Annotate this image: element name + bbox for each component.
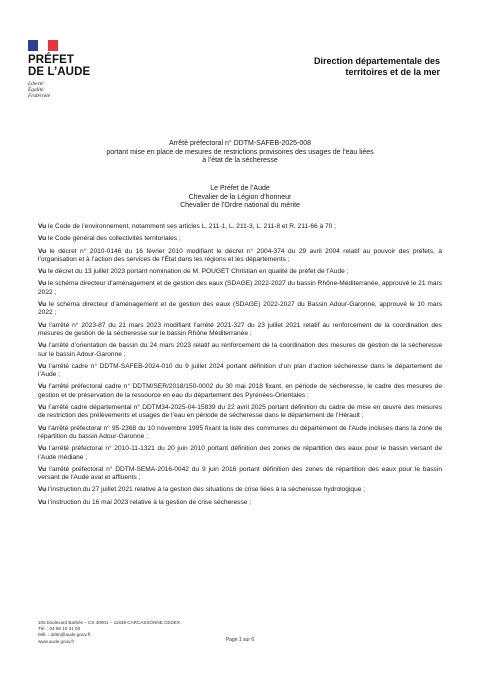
visa-item xyxy=(38,363,442,380)
visa-item xyxy=(38,486,442,494)
motto-line: Fraternité xyxy=(28,93,51,100)
page-number: Page 1 sur 6 xyxy=(225,637,255,643)
authority-line: Chevalier de l’Ordre national du mérite xyxy=(180,202,300,209)
vu-label: Vu xyxy=(38,383,47,391)
vu-label: Vu xyxy=(38,342,47,350)
visa-item xyxy=(38,301,442,318)
visa-item xyxy=(38,268,442,276)
visa-text: le Code de l’environnement, notamment ses articles L. 211-1, L. 211-3, L. 211-8 et R. 211-66 à 70 ; xyxy=(48,223,337,230)
vu-label: Vu xyxy=(38,498,47,506)
motto-line: Liberté xyxy=(28,81,44,87)
visa-text: le schéma directeur d’aménagement et de gestion des eaux (SDAGE) 2022-2027 du Bassin Adour-Garonne, approuvé le 10 mars 2022 ; xyxy=(38,301,442,317)
visa-item xyxy=(38,248,442,265)
vu-label: Vu xyxy=(38,223,47,230)
issuing-direction xyxy=(314,56,440,78)
vu-label: Vu xyxy=(38,235,47,243)
visa-text: le décret n° 2010-0146 du 16 février 2010 modifiant le décret n° 2004-374 du 29 avril 2004 relatif au pouvoir des préfets, à l’organisation et à l’action des services de l’État dans les régions et les départements ; xyxy=(38,247,442,263)
visa-item xyxy=(38,425,442,442)
vu-label: Vu xyxy=(38,424,47,432)
visa-text: l’arrêté préfectoral n° 95-2368 du 10 novembre 1995 fixant la liste des communes du département de l’Aude incluses dans la zone de répartition du bassin Adour-Garonne ; xyxy=(38,424,442,440)
motto xyxy=(28,81,108,100)
vu-label: Vu xyxy=(38,280,47,288)
authority-block xyxy=(40,185,440,211)
arrete-line: portant mise en place de mesures de restrictions provisoires des usages de l’eau liées xyxy=(106,148,374,156)
visa-item xyxy=(38,342,442,359)
vu-label: Vu xyxy=(38,445,47,453)
arrete-title xyxy=(40,140,440,166)
visa-text: l’arrêté préfectoral n° DDTM-SEMA-2016-0042 du 9 juin 2016 portant définition des zones de répartition des eaux pour le bassin versant de l’Aude aval et affluents ; xyxy=(38,465,442,482)
visa-item xyxy=(38,223,442,231)
vu-label: Vu xyxy=(38,268,47,276)
visa-item xyxy=(38,322,442,339)
visa-item xyxy=(38,383,442,400)
phone-line: Tél. : 04 68 10 31 00 xyxy=(38,626,81,632)
logo-line: PRÉFET xyxy=(28,54,74,66)
vu-label: Vu xyxy=(38,404,47,412)
visa-text: l’arrêté préfectoral n° 2010-11-1321 du 20 juin 2010 portant définition des zones de répartition des eaux pour le bassin versant de l’Aude médiane ; xyxy=(38,445,442,461)
vu-label: Vu xyxy=(38,465,47,473)
vu-label: Vu xyxy=(38,301,47,309)
visa-item xyxy=(38,499,442,507)
vu-label: Vu xyxy=(38,362,47,370)
visa-item xyxy=(38,466,442,483)
marianne-flag-icon xyxy=(28,40,58,51)
visas-list xyxy=(38,223,442,511)
visa-item xyxy=(38,280,442,297)
email-line: Mél. : ddtm@aude.gouv.fr xyxy=(38,632,91,638)
visa-item xyxy=(38,445,442,462)
visa-text: le Code général des collectivités territoriales ; xyxy=(48,235,181,243)
direction-line: territoires et de la mer xyxy=(345,67,440,77)
authority-line: Le Préfet de l’Aude xyxy=(210,185,270,192)
visa-text: le décret du 13 juillet 2023 portant nomination de M. POUGET Christian en qualité de préfet de l’Aude ; xyxy=(48,268,349,276)
logo-title xyxy=(28,54,108,78)
vu-label: Vu xyxy=(38,321,47,329)
arrete-line: à l’état de la sécheresse xyxy=(202,157,278,164)
authority-line: Chevalier de la Légion d’honneur xyxy=(188,193,292,201)
visa-text: l’arrêté cadre départemental n° DDTM34-2025-04-15839 du 22 avril 2025 portant définition du cadre de mise en œuvre des mesures de restriction des prélèvements et usages de l’eau en période de sécheresse dans le département de l’Hérault ; xyxy=(38,404,442,420)
visa-item xyxy=(38,235,442,243)
arrete-line: Arrêté préfectoral n° DDTM-SAFEB-2025-008 xyxy=(168,140,312,147)
address-line: 105 boulevard Barbès – CS 40001 – 11838 CARCASSONNE CEDEX xyxy=(38,620,180,625)
motto-line: Égalité xyxy=(28,87,44,94)
direction-line: Direction départementale des xyxy=(313,56,440,66)
visa-text: le schéma directeur d’aménagement et de gestion des eaux (SDAGE) 2022-2027 du bassin Rhône-Méditerranée, approuvé le 21 mars 2022 ; xyxy=(38,280,442,296)
visa-item xyxy=(38,404,442,421)
visa-text: l’arrêté d’orientation de bassin du 24 mars 2023 relatif au renforcement de la coordination des mesures de gestion de la sécheresse sur le bassin Adour-Garonne ; xyxy=(38,342,442,358)
logo-line: DE L’AUDE xyxy=(28,66,91,78)
prefet-logo xyxy=(28,40,108,100)
website-line: www.aude.gouv.fr xyxy=(38,638,75,644)
visa-text: l’arrêté n° 2023-87 du 21 mars 2023 modifiant l’arrêté 2021-327 du 23 juillet 2021 relatif au renforcement de la coordination des mesures de gestion de la sécheresse sur le bassin Rhône Méditerranée ; xyxy=(38,321,442,337)
visa-text: l’instruction du 16 mai 2023 relative à la gestion de crise sécheresse ; xyxy=(48,498,252,506)
vu-label: Vu xyxy=(38,247,47,255)
visa-text: l’arrêté préfectoral cadre n° DDTM/SER/2018/150-0002 du 30 mai 2018 fixant, en période de sécheresse, le cadre des mesures de gestion et de préservation de la ressource en eau du département des Pyrénées-Orientales ; xyxy=(38,383,442,399)
visa-text: l’instruction du 27 juillet 2021 relative à la gestion des situations de crise liées à la sécheresse hydrologique ; xyxy=(48,486,366,494)
visa-text: l’arrêté cadre n° DDTM-SAFEB-2024-010 du 9 juillet 2024 portant définition d’un plan d’action sécheresse dans le département de l’Aude ; xyxy=(38,362,442,379)
vu-label: Vu xyxy=(38,486,47,494)
